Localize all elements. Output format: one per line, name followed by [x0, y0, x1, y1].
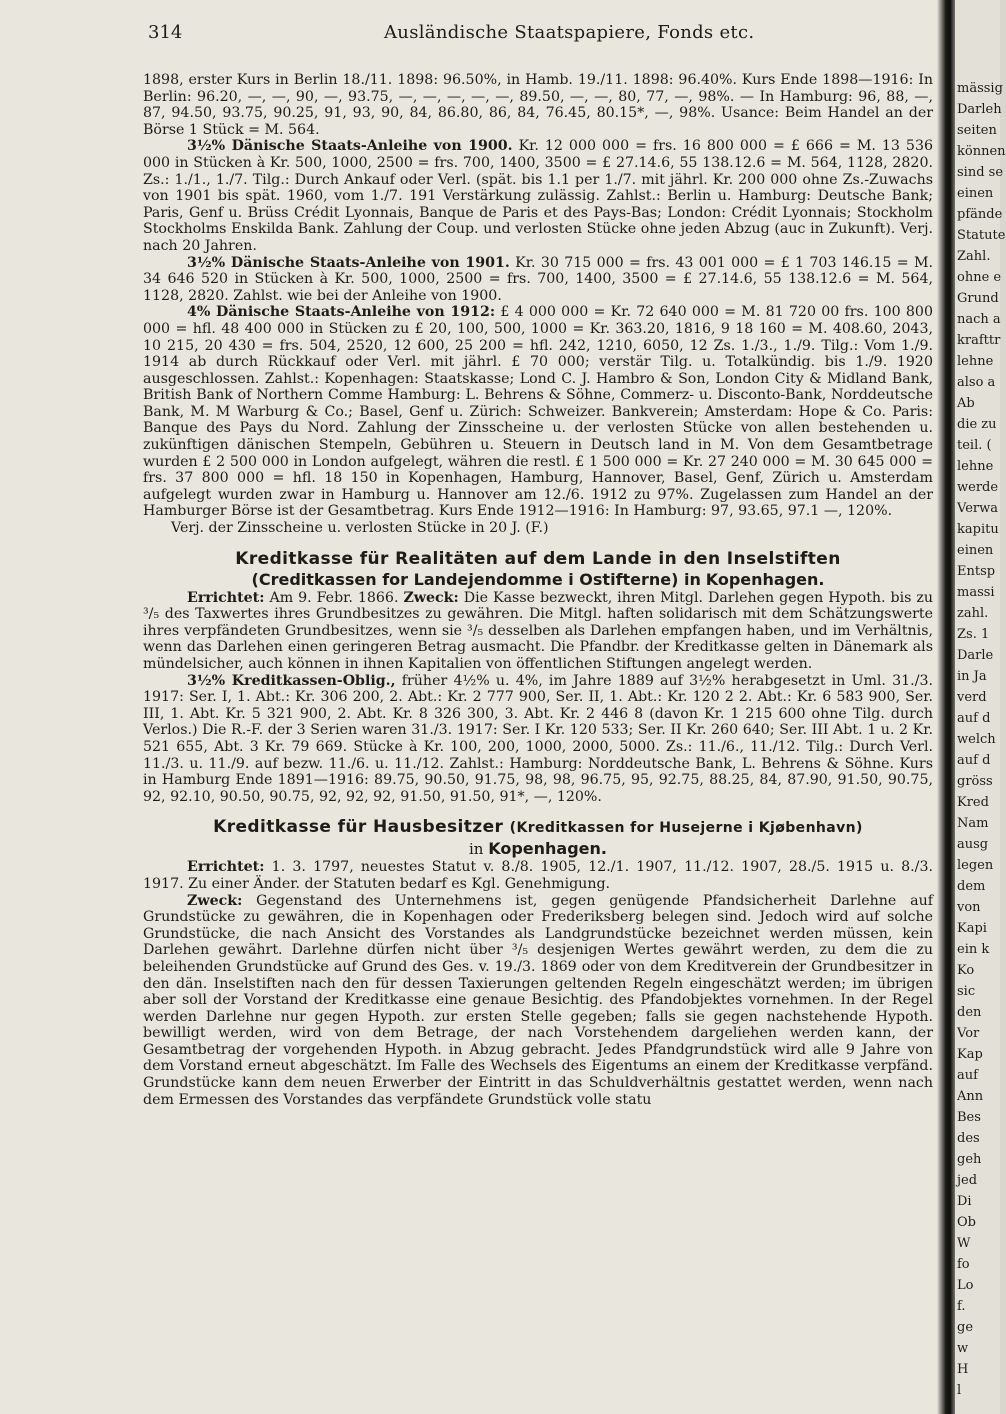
- adjacent-page-fragment: Vor: [957, 1026, 980, 1041]
- adjacent-page-fragment: einen: [957, 543, 994, 558]
- adjacent-page-fragment: ge: [957, 1320, 974, 1335]
- adjacent-page-fragment: werde: [957, 480, 999, 495]
- adjacent-page-fragment: sind se: [957, 165, 1004, 180]
- adjacent-page-fragment: Zahl.: [957, 249, 991, 264]
- adjacent-page-fragment: jed: [957, 1173, 978, 1188]
- section-2-title-paren: (Kreditkassen for Husejerne i Kjøbenhavn): [509, 820, 863, 837]
- adjacent-page-fragment: Lo: [957, 1278, 974, 1293]
- adjacent-page-fragment: also a: [957, 375, 996, 390]
- adjacent-page-fragment: w: [957, 1341, 969, 1356]
- adjacent-page-fragment: ausg: [957, 837, 989, 852]
- adjacent-page-fragment: dem: [957, 879, 986, 894]
- loan-1912-heading: 4% Dänische Staats-Anleihe von 1912:: [187, 304, 496, 321]
- section-2-zweck-text: Gegenstand des Unternehmens ist, gegen genügende Pfandsicherheit Darlehne auf Grundstücke zu gewähren, die in Kopenhagen oder Frederiksberg belegen sind. Jedoch wird auf solche Grundstücke, die nach Ansicht des Vorstandes als Landgrundstücke bezeichnet werden müssen, kein Darlehen gewährt. Darlehne dürfen nicht über ³/₅ desjenigen Wertes gewährt werden, zu dem die zu beleihenden Grundstücke auf Grund des Ges. v. 19./3. 1869 oder von dem Kreditverein der Grundbesitzer in den dän. Inselstiften nach den für dessen Taxierungen geltenden Regeln eingeschätzt werden; im übrigen aber soll der Vorstand der Kreditkasse eine genaue Besichtig. des Pfandobjektes vornehmen. In der Regel werden Darlehne nur gegen Hypoth. zur ersten Stelle gegeben; falls sie gegen nachstehende Hypoth. bewilligt werden, wird von dem Betrage, der nach Vorstehendem dargeliehen werden kann, der Gesamtbetrag der vorgehenden Hypoth. in Abzug gebracht. Jedes Pfandgrundstück wird alle 9 Jahre von dem Vorstand erneut abgeschätzt. Im Falle des Wechsels des Eigentums an einem der Kreditkasse verpfänd. Grundstücke kann dem neuen Erwerber der Eintritt in das Schuldverhältnis gestattet werden, wenn nach dem Ermessen des Vorstandes das verpfändete Grundstück volle statu: [143, 892, 933, 1108]
- adjacent-page-fragment: Ob: [957, 1215, 976, 1230]
- section-2-title-line: [143, 817, 933, 839]
- adjacent-page-fragment: geh: [957, 1152, 982, 1167]
- adjacent-page-fragment: Di: [957, 1194, 972, 1209]
- loan-1901-heading: 3½% Dänische Staats-Anleihe von 1901.: [187, 254, 510, 271]
- section-1-errichtet-label: Errichtet:: [187, 589, 265, 606]
- adjacent-page-fragment: Kapi: [957, 921, 987, 936]
- section-2-subtitle: [143, 839, 933, 859]
- adjacent-page-fragment: sic: [957, 984, 976, 999]
- section-2-errichtet: [143, 859, 933, 892]
- adjacent-page-fragment: Kap: [957, 1047, 983, 1062]
- page-number: 314: [148, 22, 183, 43]
- loan-1901-text: Kr. 30 715 000 = frs. 43 001 000 = £ 1 703 146.15 = M. 34 646 520 in Stücken à Kr. 500, 1000, 2500 = frs. 700, 1400, 3500 = £ 27.14.6, 55 138.12.6 = M. 564, 1128, 2820. Zahlst. wie bei der Anleihe von 1900.: [143, 254, 934, 304]
- section-1-zweck-text: Die Kasse bezweckt, ihren Mitgl. Darlehen gegen Hypoth. bis zu ³/₅ des Taxwertes ihres Grundbesitzes zu gewähren. Die Mitgl. haften solidarisch mit dem Schätzungswerte ihres verpfändeten Grundbesitzes, wenn sie ³/₅ desselben als Darlehen empfangen haben, und im Verhältnis, wenn das Darlehen einen geringeren Betrag ausmacht. Die Pfandbr. der Kreditkasse gelten in Dänemark als mündelsicher, auch können in ihnen Kapitalien von öffentlichen Stiftungen angelegt werden.: [143, 589, 933, 672]
- adjacent-page-fragment: Kred: [957, 795, 989, 810]
- loan-1912-text: £ 4 000 000 = Kr. 72 640 000 = M. 81 720 00 frs. 100 800 000 = hfl. 48 400 000 in Stücken zu £ 20, 100, 500, 1000 = Kr. 363.20, 1816, 9 18 160 = M. 408.60, 2043, 10 215, 20 430 = frs. 504, 2520, 12 600, 25 200 = hfl. 242, 1210, 6050, 12 Zs. 1./3., 1./9. Tilg.: Vom 1./9. 1914 ab durch Rückkauf oder Verl. mit jährl. £ 70 000; verstär Tilg. u. Totalkündig. bis 1./9. 1920 ausgeschlossen. Zahlst.: Kopenhagen: Staatskasse; Lond C. J. Hambro & Son, London City & Midland Bank, British Bank of Northern Comme Hamburg: L. Behrens & Söhne, Commerz- u. Disconto-Bank, Norddeutsche Bank, M. M Warburg & Co.; Basel, Genf u. Zürich: Schweizer. Bankverein; Amsterdam: Hope & Co. Paris: Banque des Pays du Nord. Zahlung der Zinsscheine u. der verlosten Stücke von allen bestehenden u. zukünftigen dänischen Stempeln, Gebühren u. Steuern in Deutsch land in M. Von dem Gesamtbetrage wurden £ 2 500 000 in London aufgelegt, währen die restl. £ 1 500 000 = Kr. 27 240 000 = M. 30 645 000 = frs. 37 800 000 = hfl. 18 150 in Kopenhagen, Hamburg, Hannover, Basel, Genf, Zürich u. Amsterdam aufgelegt wurden zwar in Hamburg u. Hannover am 12./6. 1912 zu 97%. Zugelassen zum Handel an der Hamburger Börse ist der Gesamtbetrag. Kurs Ende 1912—1916: In Hamburg: 97, 93.65, 97.1 —, 120%.: [143, 304, 933, 520]
- section-2-zweck-label: Zweck:: [187, 892, 243, 909]
- adjacent-page-strip: [955, 0, 1006, 1414]
- adjacent-page-fragment: W: [957, 1236, 971, 1251]
- adjacent-page-fragment: Entsp: [957, 564, 996, 579]
- adjacent-page-fragment: in Ja: [957, 669, 987, 684]
- adjacent-page-fragment: Darle: [957, 648, 994, 663]
- adjacent-page-fragment: lehne: [957, 459, 994, 474]
- adjacent-page-fragment: zahl.: [957, 606, 989, 621]
- adjacent-page-fragment: Ko: [957, 963, 975, 978]
- price-history-paragraph: 1898, erster Kurs in Berlin 18./11. 1898: 96.50%, in Hamb. 19./11. 1898: 96.40%. Kurs Ende 1898—1916: In Berlin: 96.20, —, —, 90, —, 93.75, —, —, —, —, —, 89.50, —, —, 80, 77, —, 98%. — In Hamburg: 96, 88, —, 87, 94.50, 93.75, 90.25, 91, 93, 90, 84, 86.80, 86, 84, 76.45, 80.15*, —, 98%. Usance: Beim Handel an der Börse 1 Stück = M. 564.: [143, 72, 933, 138]
- adjacent-page-fragment: kapitu: [957, 522, 999, 537]
- section-1-title: Kreditkasse für Realitäten auf dem Lande in den Inselstiften: [235, 548, 841, 569]
- loan-1900-entry: [143, 138, 933, 254]
- adjacent-page-fragment: gröss: [957, 774, 993, 789]
- adjacent-page-fragment: l: [957, 1383, 962, 1398]
- section-1-city: Kopenhagen.: [705, 569, 825, 589]
- adjacent-page-fragment: Verwa: [957, 501, 998, 516]
- adjacent-page-fragment: teil. (: [957, 438, 992, 453]
- adjacent-page-fragment: pfände: [957, 207, 1003, 222]
- adjacent-page-fragment: verd: [957, 690, 987, 705]
- adjacent-page-fragment: ohne e: [957, 270, 1002, 285]
- section-1-subtitle: [143, 570, 933, 590]
- adjacent-page-fragment: f.: [957, 1299, 966, 1314]
- loan-1912-entry: [143, 304, 933, 520]
- loan-1900-heading: 3½% Dänische Staats-Anleihe von 1900.: [187, 138, 513, 155]
- adjacent-page-fragment: Zs. 1: [957, 627, 990, 642]
- adjacent-page-fragment: welch: [957, 732, 996, 747]
- section-2-subtitle-pre: in: [468, 840, 484, 859]
- section-2-errichtet-text: 1. 3. 1797, neuestes Statut v. 8./8. 1905, 12./1. 1907, 11./12. 1907, 28./5. 1915 u. 8./3. 1917. Zu einer Änder. der Statuten bedarf es Kgl. Genehmigung.: [143, 859, 933, 892]
- adjacent-page-fragment: des: [957, 1131, 980, 1146]
- page-header: [148, 18, 928, 48]
- adjacent-page-fragment: nach a: [957, 312, 1001, 327]
- adjacent-page-fragment: auf d: [957, 711, 991, 726]
- adjacent-page-fragment: mässig: [957, 81, 1003, 96]
- adjacent-page-fragment: Nam: [957, 816, 989, 831]
- loan-1901-entry: [143, 255, 933, 305]
- adjacent-page-fragment: Statute: [957, 228, 1006, 243]
- adjacent-page-fragment: können: [957, 144, 1006, 159]
- adjacent-page-fragment: seiten: [957, 123, 997, 138]
- adjacent-page-fragment: fo: [957, 1257, 970, 1272]
- adjacent-page-fragment: Bes: [957, 1110, 981, 1125]
- section-1-subtitle-paren: (Creditkassen for Landejendomme i Ostifterne) in: [251, 569, 701, 589]
- section-2-errichtet-label: Errichtet:: [187, 859, 265, 876]
- adjacent-page-fragment: auf: [957, 1068, 978, 1083]
- loan-1912-verj: Verj. der Zinsscheine u. verlosten Stücke in 20 J. (F.): [171, 520, 549, 537]
- adjacent-page-fragment: krafttr: [957, 333, 1001, 348]
- adjacent-page-fragment: die zu: [957, 417, 997, 432]
- adjacent-page-fragment: Grund: [957, 291, 999, 306]
- page-body: [143, 72, 933, 1108]
- adjacent-page-fragment: legen: [957, 858, 994, 873]
- section-1-oblig: [143, 673, 933, 806]
- section-realitaeten: [143, 549, 933, 806]
- adjacent-page-fragment: den: [957, 1005, 982, 1020]
- adjacent-page-fragment: auf d: [957, 753, 991, 768]
- running-title: Ausländische Staatspapiere, Fonds etc.: [384, 22, 755, 43]
- adjacent-page-fragment: H: [957, 1362, 969, 1377]
- adjacent-page-fragment: einen: [957, 186, 994, 201]
- adjacent-page-fragment: massi: [957, 585, 995, 600]
- section-hausbesitzer: [143, 817, 933, 1108]
- adjacent-page-fragment: ein k: [957, 942, 990, 957]
- section-1-oblig-heading: 3½% Kreditkassen-Oblig.,: [187, 672, 396, 689]
- adjacent-page-fragment: Ab: [957, 396, 975, 411]
- section-1-intro: [143, 590, 933, 673]
- section-2-title: Kreditkasse für Hausbesitzer: [213, 817, 504, 838]
- adjacent-page-fragment: Darleh: [957, 102, 1002, 117]
- adjacent-page-fragment: Ann: [957, 1089, 984, 1104]
- loan-1900-text: Kr. 12 000 000 = frs. 16 800 000 = £ 666 = M. 13 536 000 in Stücken à Kr. 500, 1000, 2500 = frs. 700, 1400, 3500 = £ 27.14.6, 55 138.12.6 = M. 564, 1128, 2820. Zs.: 1./1., 1./7. Tilg.: Durch Ankauf oder Verl. (spät. bis 1.1 per 1./7. mit jährl. Kr. 200 000 ohne Zs.-Zuwachs von 1901 bis spät. 1960, vom 1./7. 191 Verstärkung zulässig. Zahlst.: Berlin u. Hamburg: Deutsche Bank; Paris, Genf u. Brüss Crédit Lyonnais, Banque de Paris et des Pays-Bas; London: Crédit Lyonnais; Stockholm Stockholms Enskilda Bank. Zahlung der Coup. und verlosten Stücke ohne jeden Abzug (auc in Zukunft). Verj. nach 20 Jahren.: [143, 138, 934, 254]
- section-2-city: Kopenhagen.: [488, 839, 607, 859]
- adjacent-page-fragment: lehne: [957, 354, 994, 369]
- adjacent-page-fragment: von: [957, 900, 981, 915]
- section-1-oblig-text: früher 4½% u. 4%, im Jahre 1889 auf 3½% herabgesetzt in Uml. 31./3. 1917: Ser. I, 1. Abt.: Kr. 306 200, 2. Abt.: Kr. 2 777 900, Ser. II, 1. Abt.: Kr. 120 2 2. Abt.: Kr. 6 583 900, Ser. III, 1. Abt. Kr. 5 321 900, 2. Abt. Kr. 8 326 300, 3. Abt. Kr. 2 446 8 (davon Kr. 1 215 600 ohne Tilg. durch Verlos.) Die R.-F. der 3 Serien waren 31./3. 1917: Ser. I Kr. 120 533; Ser. II Kr. 260 640; Ser. III Abt. 1 u. 2 Kr. 521 655, Abt. 3 Kr. 79 669. Stücke à Kr. 100, 200, 1000, 2000, 5000. Zs.: 11./6., 11./12. Tilg.: Durch Verl. 11./3. u. 11./9. auf bezw. 11./6. u. 11./12. Zahlst.: Hamburg: Norddeutsche Bank, L. Behrens & Söhne. Kurs in Hamburg Ende 1891—1916: 89.75, 90.50, 91.75, 98, 98, 96.75, 95, 92.75, 88.25, 84, 87.90, 91.50, 90.75, 92, 92.10, 90.50, 90.75, 92, 92, 92, 91.50, 91.50, 91*, —, 120%.: [143, 672, 934, 805]
- section-1-zweck-label: Zweck:: [403, 589, 459, 606]
- section-2-zweck: [143, 893, 933, 1109]
- section-1-errichtet-text: Am 9. Febr. 1866.: [269, 589, 399, 606]
